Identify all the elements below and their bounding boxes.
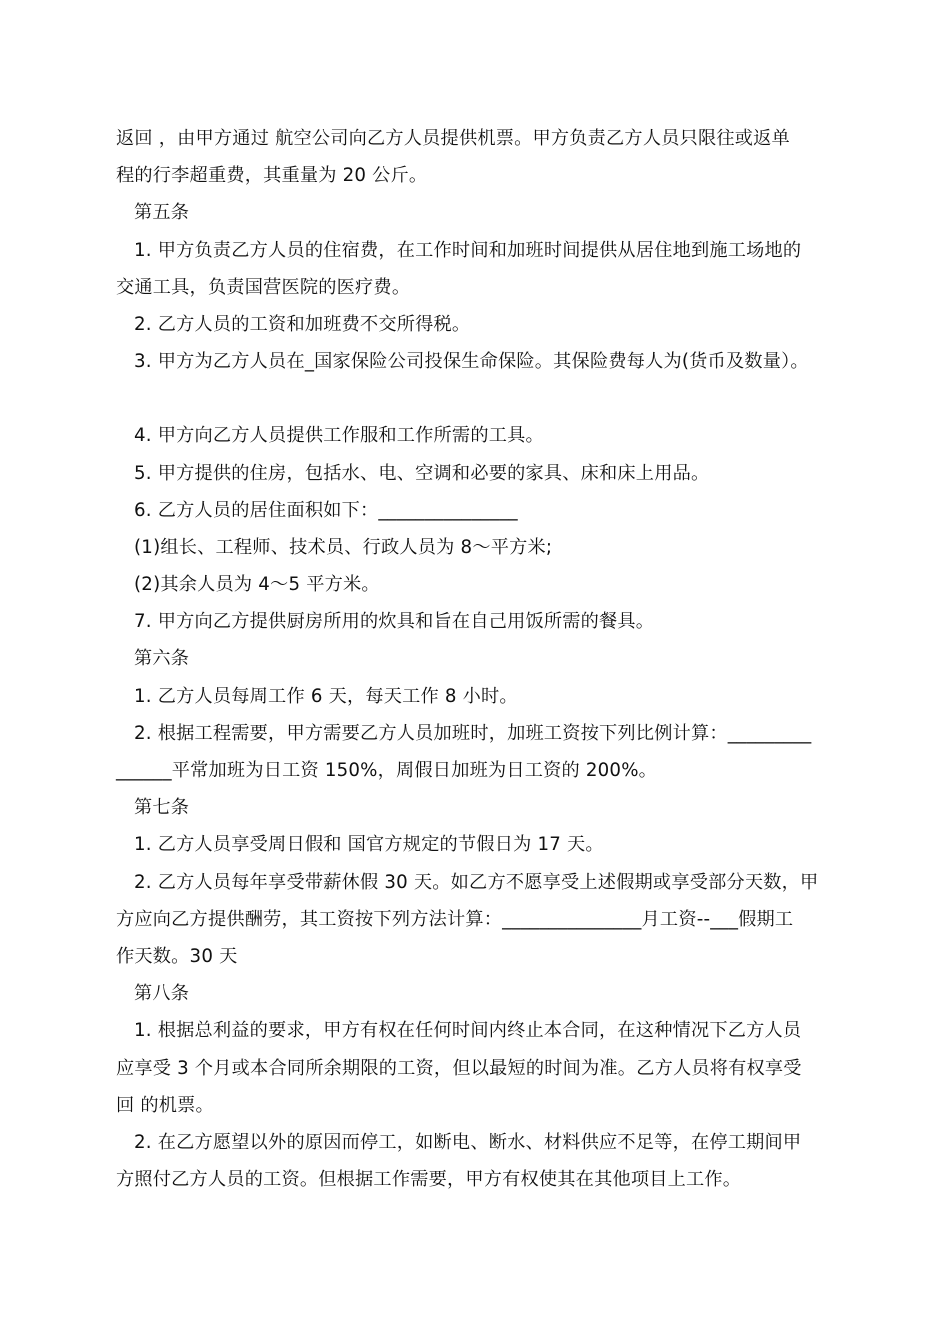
paragraph-line: 返回 ，由甲方通过 航空公司向乙方人员提供机票。甲方负责乙方人员只限往或返单	[116, 128, 790, 149]
paragraph-line: 6. 乙方人员的居住面积如下：_______________	[134, 499, 518, 521]
paragraph-line: 2. 乙方人员的工资和加班费不交所得税。	[134, 313, 471, 335]
paragraph-line: 应享受 3 个月或本合同所余期限的工资，但以最短的时间为准。乙方人员将有权享受	[116, 1057, 802, 1079]
paragraph-line: 1. 乙方人员每周工作 6 天，每天工作 8 小时。	[134, 685, 518, 707]
paragraph-line: 2. 在乙方愿望以外的原因而停工，如断电、断水、材料供应不足等，在停工期间甲	[134, 1131, 802, 1153]
paragraph-line: 方照付乙方人员的工资。但根据工作需要，甲方有权使其在其他项目上工作。	[116, 1169, 742, 1191]
paragraph-line: 程的行李超重费，其重量为 20 公斤。	[116, 165, 428, 187]
paragraph-line: (2)其余人员为 4～5 平方米。	[134, 574, 380, 596]
article-heading-8: 第八条	[134, 983, 190, 1005]
paragraph-line: 作天数。30 天	[116, 945, 238, 967]
article-heading-5: 第五条	[134, 202, 190, 224]
paragraph-line: 5. 甲方提供的住房，包括水、电、空调和必要的家具、床和床上用品。	[134, 462, 710, 484]
paragraph-line: 1. 甲方负责乙方人员的住宿费，在工作时间和加班时间提供从居住地到施工场地的	[134, 239, 802, 261]
paragraph-line: 7. 甲方向乙方提供厨房所用的炊具和旨在自己用饭所需的餐具。	[134, 611, 655, 633]
paragraph-line: 回 的机票。	[116, 1094, 214, 1116]
paragraph-line: ______平常加班为日工资 150%，周假日加班为日工资的 200%。	[116, 760, 658, 781]
paragraph-line: 1. 根据总利益的要求，甲方有权在任何时间内终止本合同，在这种情况下乙方人员	[134, 1020, 802, 1042]
paragraph-line: 4. 甲方向乙方人员提供工作服和工作所需的工具。	[134, 425, 544, 447]
blank-line	[116, 380, 840, 417]
paragraph-line: 方应向乙方提供酬劳，其工资按下列方法计算：_______________月工资--___假期工	[116, 908, 794, 930]
paragraph-line: 2. 根据工程需要，甲方需要乙方人员加班时，加班工资按下列比例计算：_________	[134, 722, 812, 744]
paragraph-line: 2. 乙方人员每年享受带薪休假 30 天。如乙方不愿享受上述假期或享受部分天数，甲	[134, 871, 819, 893]
document-body	[116, 120, 840, 1198]
paragraph-line: 交通工具，负责国营医院的医疗费。	[116, 276, 411, 298]
paragraph-line: 3. 甲方为乙方人员在_国家保险公司投保生命保险。其保险费每人为(货币及数量）。	[134, 351, 809, 373]
paragraph-line: (1)组长、工程师、技术员、行政人员为 8～平方米;	[134, 536, 553, 558]
article-heading-6: 第六条	[134, 648, 190, 670]
article-heading-7: 第七条	[134, 797, 190, 819]
paragraph-line: 1. 乙方人员享受周日假和 国官方规定的节假日为 17 天。	[134, 834, 604, 856]
